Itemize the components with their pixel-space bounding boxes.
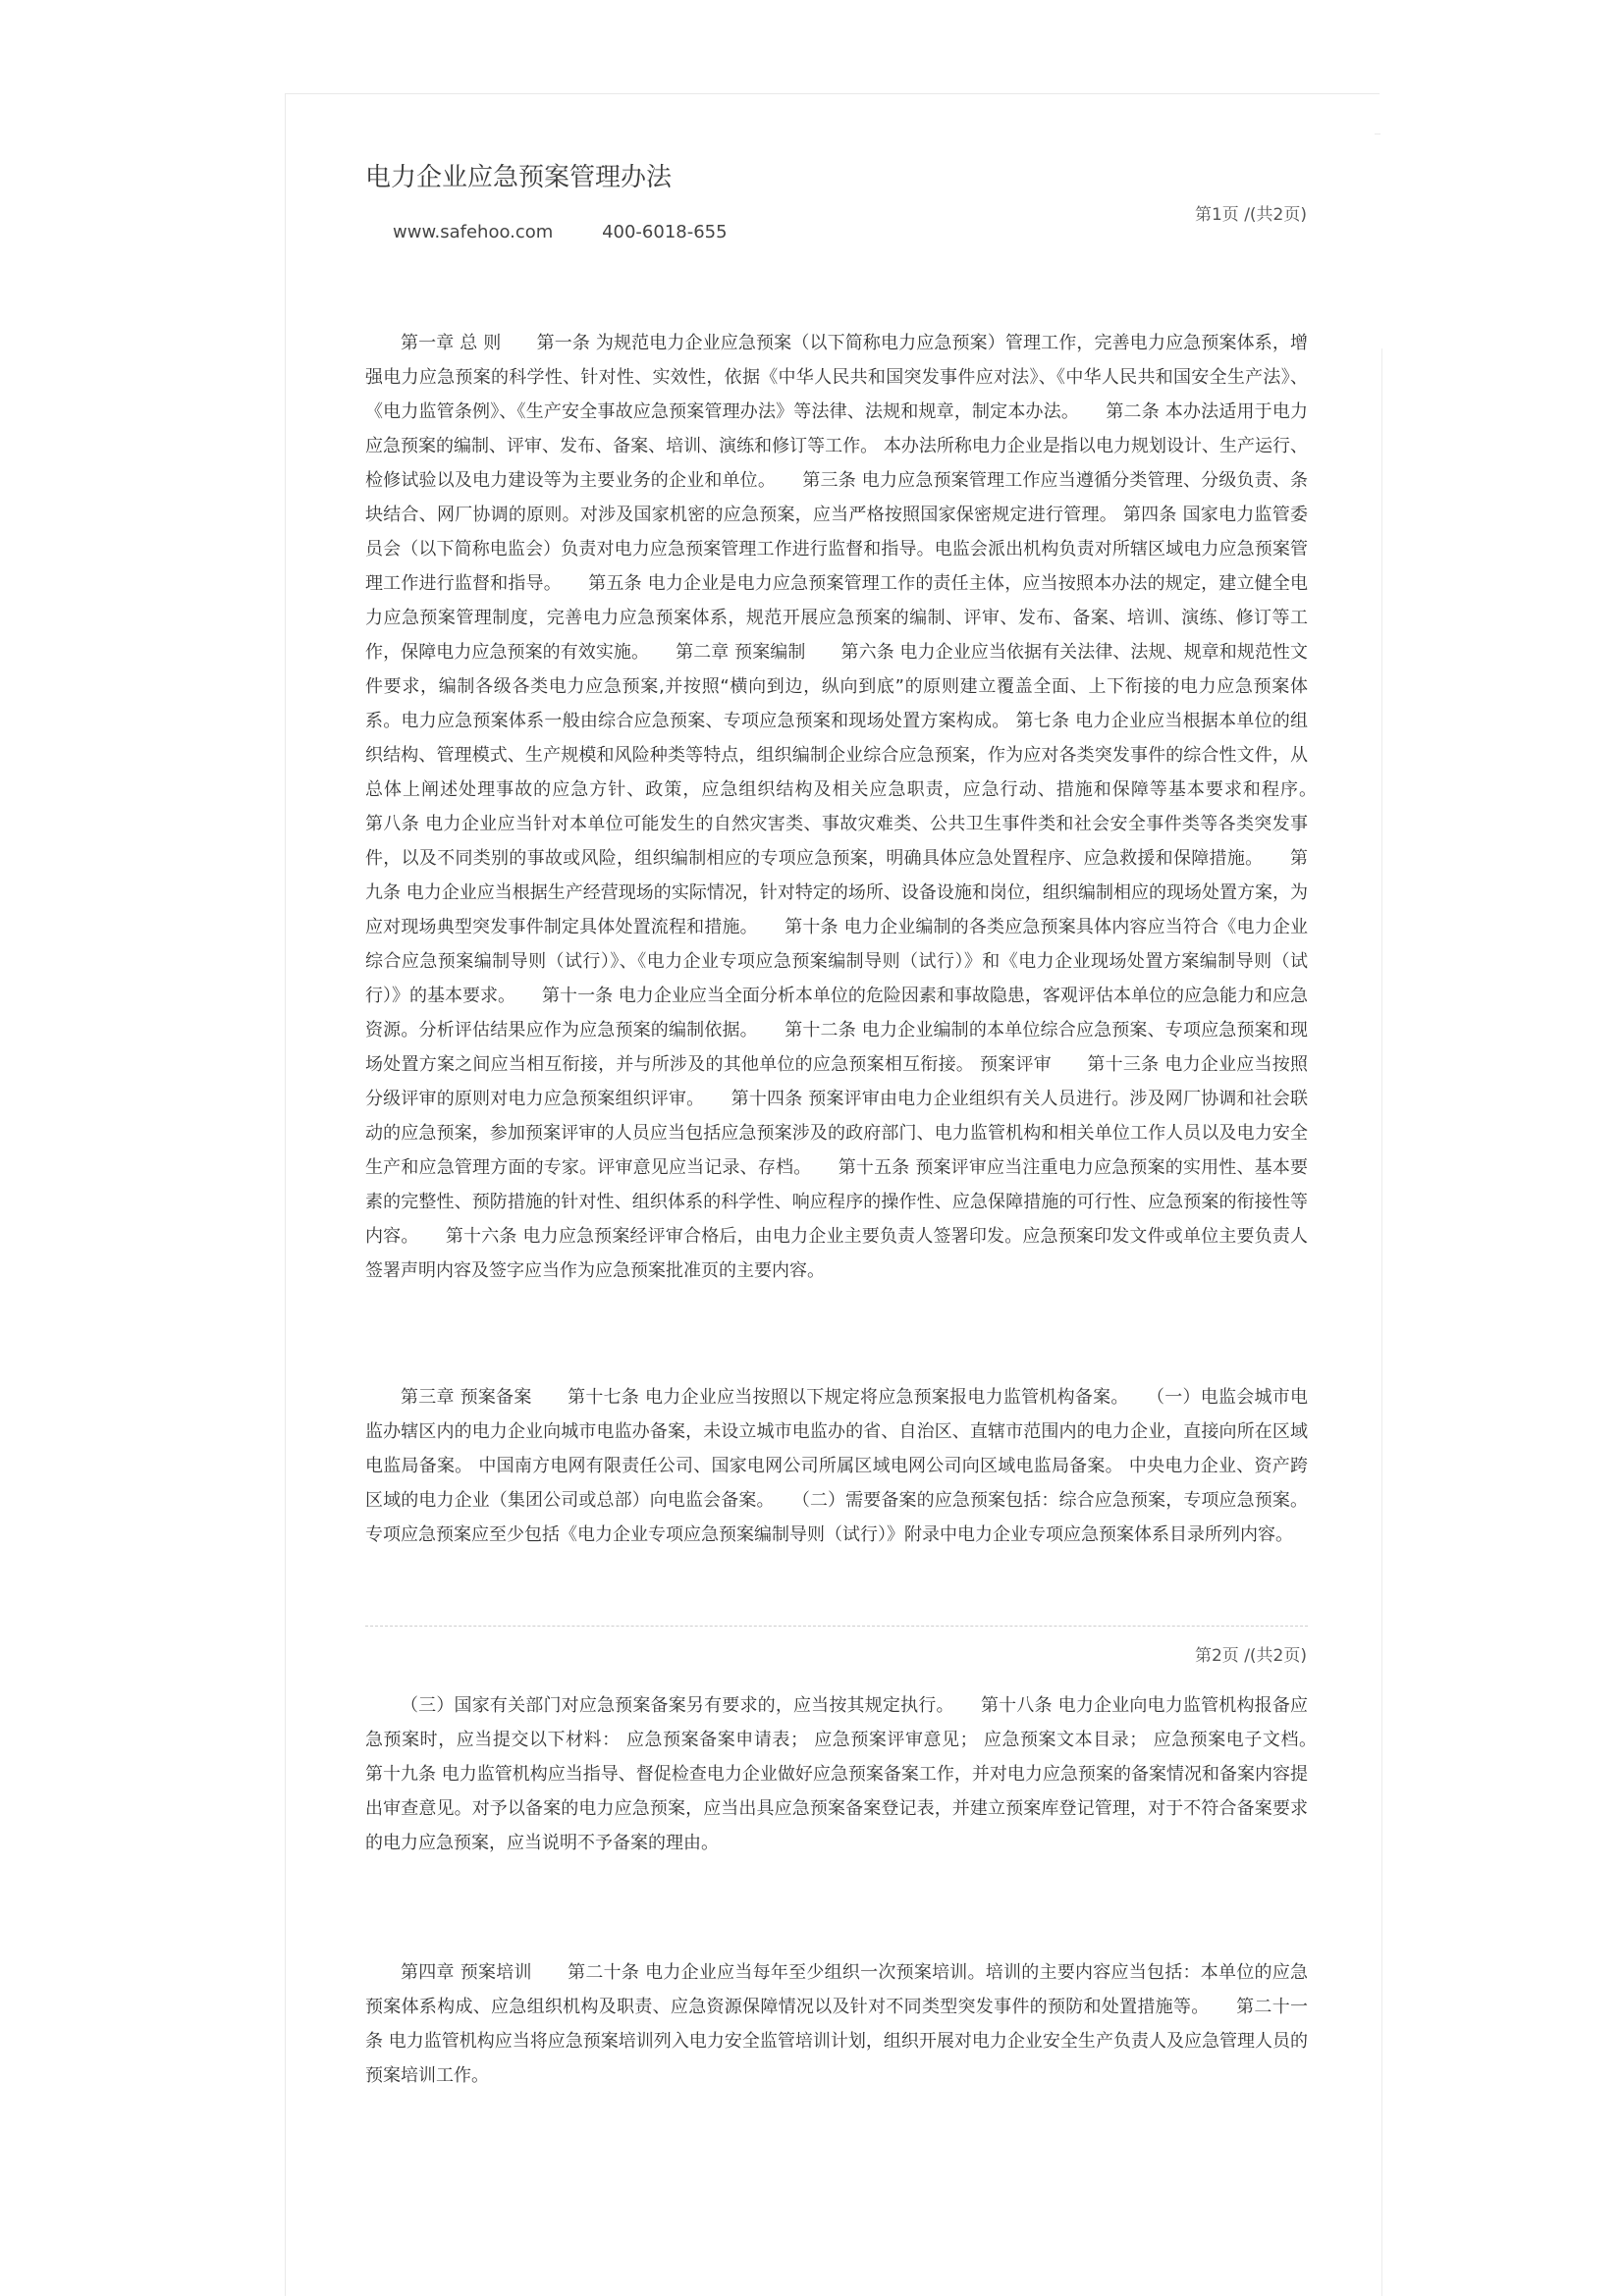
site-info [393, 222, 771, 242]
page-divider [365, 1626, 1308, 1627]
paragraph: 第一章 总 则 第一条 为规范电力企业应急预案（以下简称电力应急预案）管理工作，完善电力应急预案体系，增强电力应急预案的科学性、针对性、实效性，依据《中华人民共和国突发事件应对法》、《中华人民共和国安全生产法》、《电力监管条例》、《生产安全事故应急预案管理办法》等法律、法规和规章，制定本办法。 第二条 本办法适用于电力应急预案的编制、评审、发布、备案、培训、演练和修订等工作。 本办法所称电力企业是指以电力规划设计、生产运行、检修试验以及电力建设等为主要业务的企业和单位。 第三条 电力应急预案管理工作应当遵循分类管理、分级负责、条块结合、网厂协调的原则。对涉及国家机密的应急预案，应当严格按照国家保密规定进行管理。 第四条 国家电力监管委员会（以下简称电监会）负责对电力应急预案管理工作进行监督和指导。电监会派出机构负责对所辖区域电力应急预案管理工作进行监督和指导。 第五条 电力企业是电力应急预案管理工作的责任主体，应当按照本办法的规定，建立健全电力应急预案管理制度，完善电力应急预案体系，规范开展应急预案的编制、评审、发布、备案、培训、演练、修订等工作，保障电力应急预案的有效实施。 第二章 预案编制 第六条 电力企业应当依据有关法律、法规、规章和规范性文件要求，编制各级各类电力应急预案,并按照“横向到边，纵向到底”的原则建立覆盖全面、上下衔接的电力应急预案体系。电力应急预案体系一般由综合应急预案、专项应急预案和现场处置方案构成。 第七条 电力企业应当根据本单位的组织结构、管理模式、生产规模和风险种类等特点，组织编制企业综合应急预案，作为应对各类突发事件的综合性文件，从总体上阐述处理事故的应急方针、政策，应急组织结构及相关应急职责，应急行动、措施和保障等基本要求和程序。 第八条 电力企业应当针对本单位可能发生的自然灾害类、事故灾难类、公共卫生事件类和社会安全事件类等各类突发事件，以及不同类别的事故或风险，组织编制相应的专项应急预案，明确具体应急处置程序、应急救援和保障措施。 第九条 电力企业应当根据生产经营现场的实际情况，针对特定的场所、设备设施和岗位，组织编制相应的现场处置方案，为应对现场典型突发事件制定具体处置流程和措施。 第十条 电力企业编制的各类应急预案具体内容应当符合《电力企业综合应急预案编制导则（试行）》、《电力企业专项应急预案编制导则（试行）》和《电力企业现场处置方案编制导则（试行）》的基本要求。 第十一条 电力企业应当全面分析本单位的危险因素和事故隐患，客观评估本单位的应急能力和应急资源。分析评估结果应作为应急预案的编制依据。 第十二条 电力企业编制的本单位综合应急预案、专项应急预案和现场处置方案之间应当相互衔接，并与所涉及的其他单位的应急预案相互衔接。 预案评审 第十三条 电力企业应当按照分级评审的原则对电力应急预案组织评审。 第十四条 预案评审由电力企业组织有关人员进行。涉及网厂协调和社会联动的应急预案，参加预案评审的人员应当包括应急预案涉及的政府部门、电力监管机构和相关单位工作人员以及电力安全生产和应急管理方面的专家。评审意见应当记录、存档。 第十五条 预案评审应当注重电力应急预案的实用性、基本要素的完整性、预防措施的针对性、组织体系的科学性、响应程序的操作性、应急保障措施的可行性、应急预案的衔接性等内容。 第十六条 电力应急预案经评审合格后，由电力企业主要负责人签署印发。应急预案印发文件或单位主要负责人签署声明内容及签字应当作为应急预案批准页的主要内容。 [365, 333, 1343, 1281]
section-chapter-1-2 [365, 326, 1343, 1288]
paragraph: 第三章 预案备案 第十七条 电力企业应当按照以下规定将应急预案报电力监管机构备案。 （一）电监会城市电监办辖区内的电力企业向城市电监办备案，未设立城市电监办的省、自治区、直辖市范围内的电力企业，直接向所在区域电监局备案。 中国南方电网有限责任公司、国家电网公司所属区域电网公司向区域电监局备案。 中央电力企业、资产跨区域的电力企业（集团公司或总部）向电监会备案。 （二）需要备案的应急预案包括：综合应急预案，专项应急预案。专项应急预案应至少包括《电力企业专项应急预案编制导则（试行）》附录中电力企业专项应急预案体系目录所列内容。 [365, 1387, 1308, 1545]
website-link[interactable]: www.safehoo.com [393, 222, 554, 242]
page-indicator-1: 第1页 /(共2页) [1194, 205, 1307, 225]
page-frame-right-edge [1381, 348, 1382, 2296]
page-frame-corner [1375, 133, 1380, 134]
page-indicator-2: 第2页 /(共2页) [1194, 1646, 1307, 1666]
section-chapter-3-cont [365, 1688, 1343, 1860]
document-title: 电力企业应急预案管理办法 [365, 163, 673, 192]
section-chapter-4 [365, 1955, 1308, 2093]
paragraph: （三）国家有关部门对应急预案备案另有要求的，应当按其规定执行。 第十八条 电力企业向电力监管机构报备应急预案时，应当提交以下材料： 应急预案备案申请表； 应急预案评审意见； 应急预案文本目录； 应急预案电子文档。 第十九条 电力监管机构应当指导、督促检查电力企业做好应急预案备案工作，并对电力应急预案的备案情况和备案内容提出审查意见。对予以备案的电力应急预案，应当出具应急预案备案登记表，并建立预案库登记管理，对于不符合备案要求的电力应急预案，应当说明不予备案的理由。 [365, 1695, 1343, 1853]
phone-number: 400-6018-655 [602, 222, 728, 242]
section-chapter-3 [365, 1380, 1308, 1552]
paragraph: 第四章 预案培训 第二十条 电力企业应当每年至少组织一次预案培训。培训的主要内容应当包括：本单位的应急预案体系构成、应急组织机构及职责、应急资源保障情况以及针对不同类型突发事件的预防和处置措施等。 第二十一条 电力监管机构应当将应急预案培训列入电力安全监管培训计划，组织开展对电力企业安全生产负责人及应急管理人员的预案培训工作。 [365, 1962, 1308, 2086]
